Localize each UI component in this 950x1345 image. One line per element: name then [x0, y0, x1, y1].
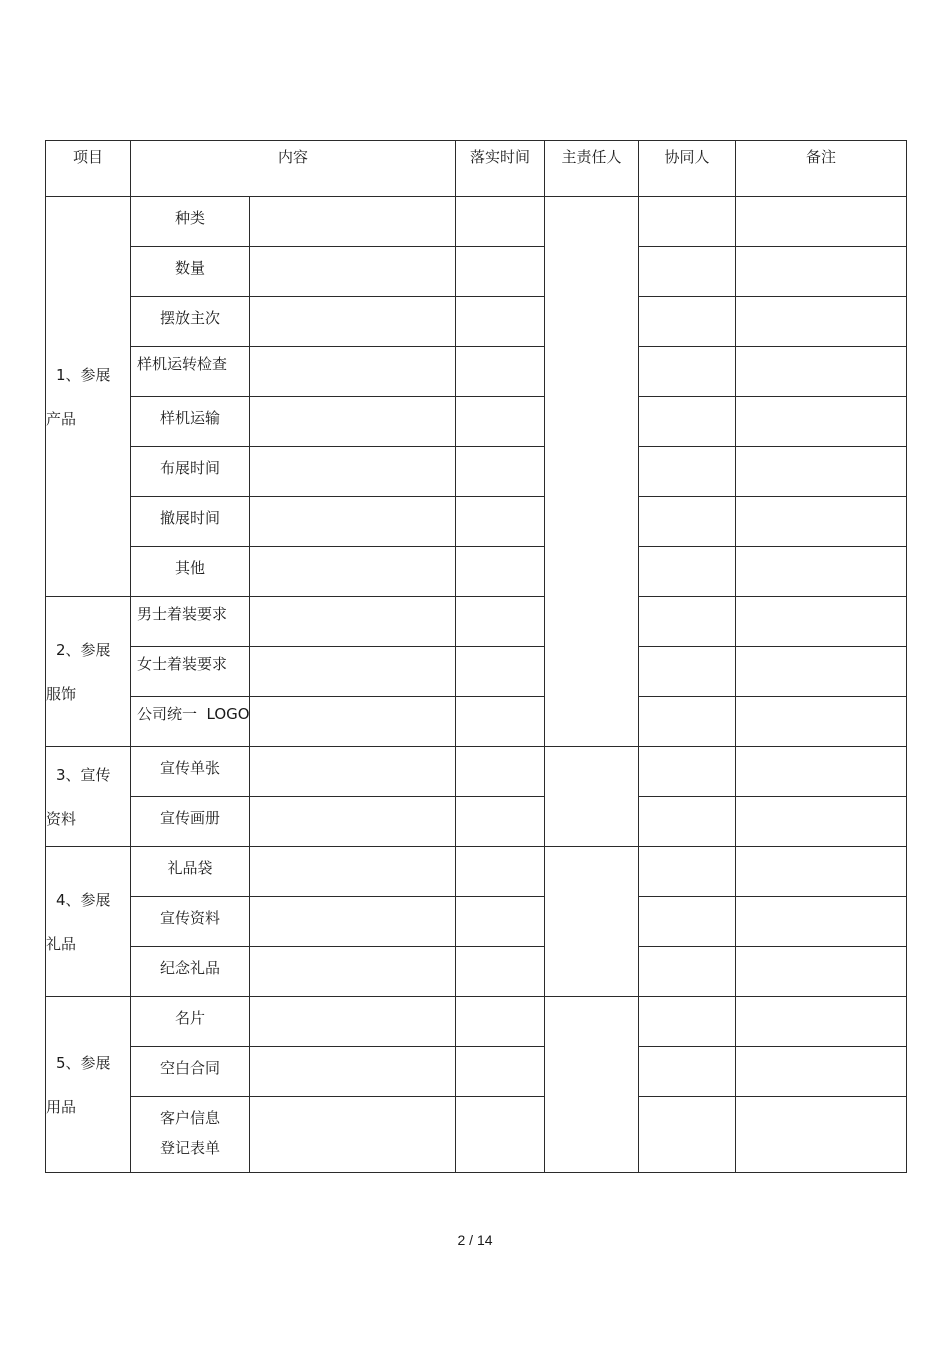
remark-cell[interactable]: [736, 347, 907, 397]
assistant-cell[interactable]: [639, 247, 736, 297]
header-remark: 备注: [736, 141, 907, 197]
table-row: [46, 597, 907, 647]
time-cell[interactable]: [456, 847, 545, 897]
remark-cell[interactable]: [736, 947, 907, 997]
time-cell[interactable]: [456, 247, 545, 297]
assistant-cell[interactable]: [639, 747, 736, 797]
remark-cell[interactable]: [736, 997, 907, 1047]
remark-cell[interactable]: [736, 647, 907, 697]
table-row: [46, 547, 907, 597]
content-cell[interactable]: [250, 697, 456, 747]
remark-cell[interactable]: [736, 797, 907, 847]
row-label-line: 登记表单: [159, 1139, 220, 1157]
row-label: 礼品袋: [131, 847, 250, 897]
row-label: 数量: [131, 247, 250, 297]
row-label: 名片: [131, 997, 250, 1047]
table-row: [46, 247, 907, 297]
time-cell[interactable]: [456, 197, 545, 247]
remark-cell[interactable]: [736, 547, 907, 597]
content-cell[interactable]: [250, 1097, 456, 1173]
content-cell[interactable]: [250, 347, 456, 397]
page-number: 2 / 14: [457, 1232, 493, 1248]
table-row: [46, 747, 907, 797]
row-label: 宣传单张: [131, 747, 250, 797]
content-cell[interactable]: [250, 197, 456, 247]
assistant-cell[interactable]: [639, 997, 736, 1047]
row-label: 空白合同: [131, 1047, 250, 1097]
time-cell[interactable]: [456, 697, 545, 747]
assistant-cell[interactable]: [639, 397, 736, 447]
group-label: 5、参展 用品: [46, 997, 131, 1173]
assistant-cell[interactable]: [639, 447, 736, 497]
table-row: [46, 497, 907, 547]
content-cell[interactable]: [250, 847, 456, 897]
assistant-cell[interactable]: [639, 597, 736, 647]
table-row: [46, 847, 907, 897]
time-cell[interactable]: [456, 397, 545, 447]
row-label: 样机运转检查: [131, 347, 250, 397]
content-cell[interactable]: [250, 897, 456, 947]
row-label: 种类: [131, 197, 250, 247]
table-row: [46, 647, 907, 697]
table-row: [46, 947, 907, 997]
header-content: 内容: [131, 141, 456, 197]
content-cell[interactable]: [250, 247, 456, 297]
table-row: [46, 797, 907, 847]
row-label: 布展时间: [131, 447, 250, 497]
table-row: [46, 197, 907, 247]
table-row: [46, 1047, 907, 1097]
time-cell[interactable]: [456, 1047, 545, 1097]
remark-cell[interactable]: [736, 747, 907, 797]
assistant-cell[interactable]: [639, 847, 736, 897]
assistant-cell[interactable]: [639, 197, 736, 247]
table-row: [46, 347, 907, 397]
row-label: 纪念礼品: [131, 947, 250, 997]
table-row: [46, 297, 907, 347]
table-row: [46, 997, 907, 1047]
table-row: [46, 697, 907, 747]
content-cell[interactable]: [250, 1047, 456, 1097]
header-assistant: 协同人: [639, 141, 736, 197]
header-item: 项目: [46, 141, 131, 197]
content-cell[interactable]: [250, 397, 456, 447]
table-row: [46, 1097, 907, 1173]
owner-cell[interactable]: [545, 997, 639, 1173]
row-label: [131, 1097, 250, 1173]
remark-cell[interactable]: [736, 697, 907, 747]
remark-cell[interactable]: [736, 497, 907, 547]
time-cell[interactable]: [456, 347, 545, 397]
time-cell[interactable]: [456, 547, 545, 597]
content-cell[interactable]: [250, 797, 456, 847]
assistant-cell[interactable]: [639, 297, 736, 347]
content-cell[interactable]: [250, 647, 456, 697]
row-label: 样机运输: [131, 397, 250, 447]
remark-cell[interactable]: [736, 847, 907, 897]
header-owner: 主责任人: [545, 141, 639, 197]
content-cell[interactable]: [250, 547, 456, 597]
time-cell[interactable]: [456, 997, 545, 1047]
remark-cell[interactable]: [736, 197, 907, 247]
row-label: 男士着装要求: [131, 597, 250, 647]
content-cell[interactable]: [250, 297, 456, 347]
content-cell[interactable]: [250, 997, 456, 1047]
remark-cell[interactable]: [736, 397, 907, 447]
time-cell[interactable]: [456, 797, 545, 847]
content-cell[interactable]: [250, 747, 456, 797]
remark-cell[interactable]: [736, 1097, 907, 1173]
content-cell[interactable]: [250, 447, 456, 497]
row-label: 宣传资料: [131, 897, 250, 947]
table-row: [46, 447, 907, 497]
time-cell[interactable]: [456, 897, 545, 947]
row-label: 其他: [131, 547, 250, 597]
remark-cell[interactable]: [736, 447, 907, 497]
assistant-cell[interactable]: [639, 897, 736, 947]
assistant-cell[interactable]: [639, 947, 736, 997]
remark-cell[interactable]: [736, 1047, 907, 1097]
exhibition-plan-table: [45, 140, 907, 1173]
assistant-cell[interactable]: [639, 347, 736, 397]
row-label: 摆放主次: [131, 297, 250, 347]
content-cell[interactable]: [250, 597, 456, 647]
assistant-cell[interactable]: [639, 547, 736, 597]
time-cell[interactable]: [456, 597, 545, 647]
owner-cell[interactable]: [545, 747, 639, 847]
table-row: [46, 397, 907, 447]
owner-cell[interactable]: [545, 847, 639, 997]
assistant-cell[interactable]: [639, 1097, 736, 1173]
time-cell[interactable]: [456, 647, 545, 697]
owner-cell[interactable]: [545, 197, 639, 747]
row-label: 撤展时间: [131, 497, 250, 547]
content-cell[interactable]: [250, 947, 456, 997]
time-cell[interactable]: [456, 297, 545, 347]
assistant-cell[interactable]: [639, 1047, 736, 1097]
table-row: [46, 897, 907, 947]
assistant-cell[interactable]: [639, 697, 736, 747]
group-label: 2、参展 服饰: [46, 597, 131, 747]
assistant-cell[interactable]: [639, 797, 736, 847]
row-label: 女士着装要求: [131, 647, 250, 697]
time-cell[interactable]: [456, 1097, 545, 1173]
assistant-cell[interactable]: [639, 647, 736, 697]
row-label: 宣传画册: [131, 797, 250, 847]
time-cell[interactable]: [456, 447, 545, 497]
content-cell[interactable]: [250, 497, 456, 547]
row-label-line: 客户信息: [159, 1109, 220, 1127]
header-row: [46, 141, 907, 197]
group-label: 1、参展 产品: [46, 197, 131, 597]
remark-cell[interactable]: [736, 597, 907, 647]
remark-cell[interactable]: [736, 297, 907, 347]
time-cell[interactable]: [456, 947, 545, 997]
row-label: 公司统一 LOGO: [131, 697, 250, 747]
remark-cell[interactable]: [736, 247, 907, 297]
assistant-cell[interactable]: [639, 497, 736, 547]
time-cell[interactable]: [456, 747, 545, 797]
time-cell[interactable]: [456, 497, 545, 547]
remark-cell[interactable]: [736, 897, 907, 947]
group-label: 4、参展 礼品: [46, 847, 131, 997]
group-label: 3、宣传 资料: [46, 747, 131, 847]
header-time: 落实时间: [456, 141, 545, 197]
